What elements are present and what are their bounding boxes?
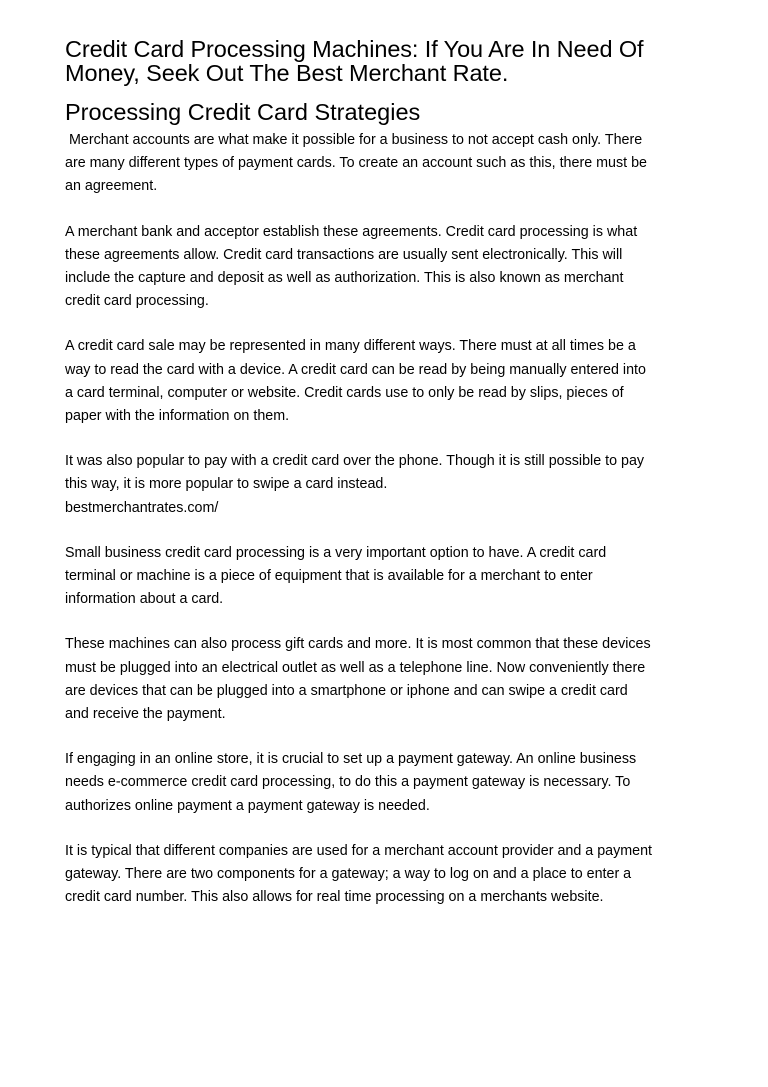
paragraph-line: It is typical that different companies are used for a merchant account provider and a payment — [65, 842, 653, 859]
section-heading: Processing Credit Card Strategies — [65, 99, 421, 125]
paragraph — [65, 335, 715, 428]
paragraph-line: If engaging in an online store, it is crucial to set up a payment gateway. An online business — [65, 751, 637, 768]
paragraph-line: authorizes online payment a payment gateway is needed. — [65, 797, 430, 814]
paragraph — [65, 840, 715, 910]
paragraph-line: These machines can also process gift cards and more. It is most common that these devices — [65, 636, 651, 653]
paragraph-line: way to read the card with a device. A credit card can be read by being manually entered into — [65, 361, 646, 378]
paragraph — [65, 633, 715, 726]
paragraph — [65, 129, 715, 199]
paragraph-line: terminal or machine is a piece of equipment that is available for a merchant to enter — [65, 568, 593, 585]
source-link[interactable]: bestmerchantrates.com/ — [65, 499, 219, 516]
paragraph-line: a card terminal, computer or website. Credit cards use to only be read by slips, pieces of — [65, 384, 624, 401]
paragraph-line: needs e-commerce credit card processing, to do this a payment gateway is necessary. To — [65, 774, 631, 791]
paragraph-line: are devices that can be plugged into a smartphone or iphone and can swipe a credit card — [65, 682, 628, 699]
paragraph-line: paper with the information on them. — [65, 408, 290, 425]
paragraph-line: include the capture and deposit as well as authorization. This is also known as merchant — [65, 270, 624, 287]
paragraph-line: Merchant accounts are what make it possible for a business to not accept cash only. There — [65, 132, 643, 148]
paragraph-line: Small business credit card processing is a very important option to have. A credit card — [65, 544, 607, 561]
paragraph-line: credit card number. This also allows for real time processing on a merchants website. — [65, 889, 604, 906]
paragraph-line: A merchant bank and acceptor establish these agreements. Credit card processing is what — [65, 223, 638, 240]
paragraph-line: and receive the payment. — [65, 706, 226, 723]
paragraph-line: an agreement. — [65, 178, 158, 195]
paragraph-line: must be plugged into an electrical outlet as well as a telephone line. Now conveniently there — [65, 659, 646, 676]
paragraph — [65, 542, 715, 612]
paragraph — [65, 748, 715, 818]
paragraph-line: these agreements allow. Credit card transactions are usually sent electronically. This will — [65, 246, 623, 263]
document-title-line: Credit Card Processing Machines: If You Are In Need Of — [65, 36, 644, 62]
document-title-line: Money, Seek Out The Best Merchant Rate. — [65, 60, 509, 86]
paragraph-line: gateway. There are two components for a gateway; a way to log on and a place to enter a — [65, 866, 632, 883]
document-page — [65, 37, 715, 931]
paragraph — [65, 450, 715, 520]
document-title — [65, 37, 715, 85]
paragraph-line: A credit card sale may be represented in many different ways. There must at all times be a — [65, 338, 636, 355]
paragraph-line: are many different types of payment cards. To create an account such as this, there must be — [65, 155, 647, 172]
paragraph-line: It was also popular to pay with a credit card over the phone. Though it is still possible to pay — [65, 453, 645, 470]
paragraph-line: this way, it is more popular to swipe a card instead. — [65, 476, 388, 493]
paragraph-line: information about a card. — [65, 591, 224, 608]
paragraph — [65, 221, 715, 314]
paragraph-line: credit card processing. — [65, 293, 209, 310]
